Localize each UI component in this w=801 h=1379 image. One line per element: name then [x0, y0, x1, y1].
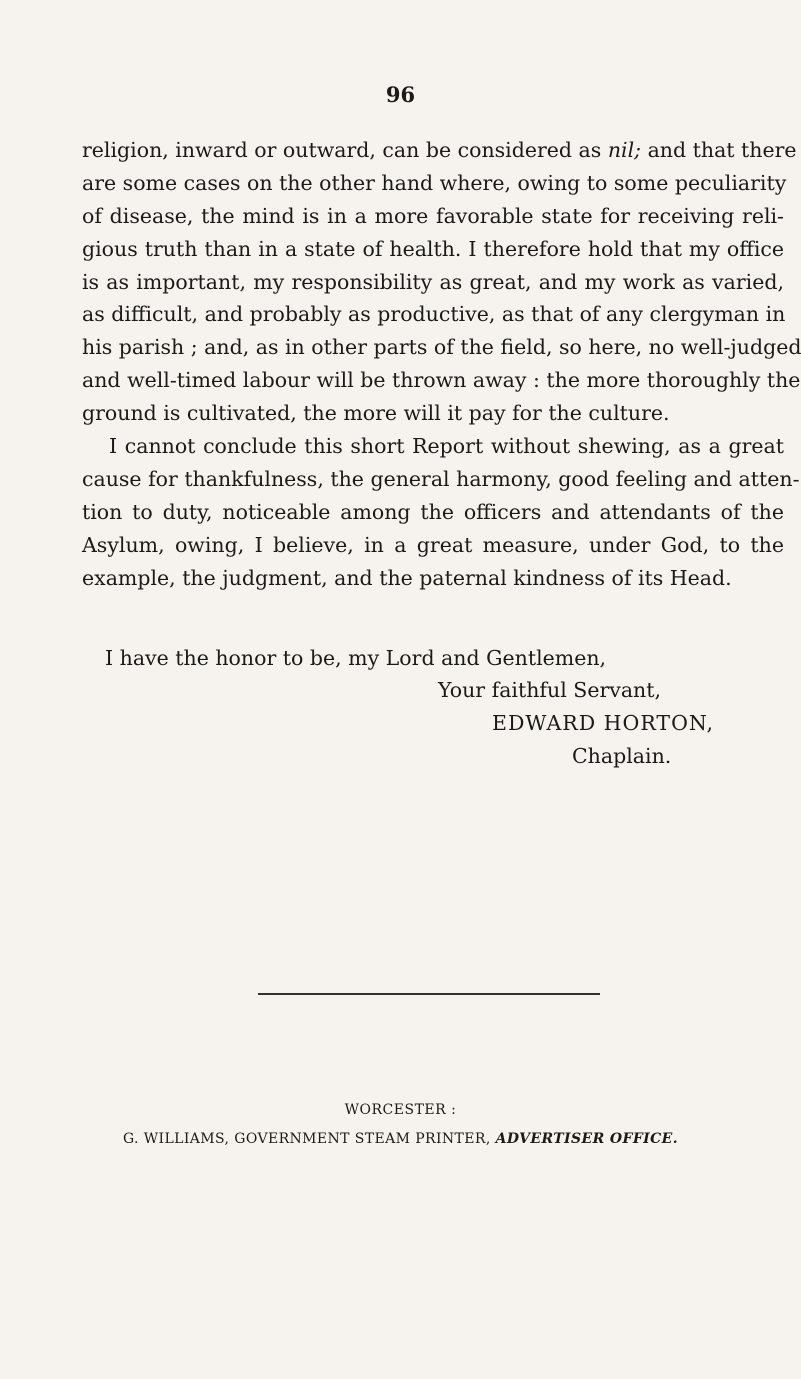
imprint-place: WORCESTER :: [344, 1102, 457, 1118]
text-line: I cannot conclude this short Report without shewing, as a great: [109, 434, 784, 459]
text-line: gious truth than in a state of health. I therefore hold that my office: [82, 236, 784, 261]
salutation: Your faithful Servant,: [438, 678, 662, 702]
text-line: is as important, my responsibility as great, and my work as varied,: [82, 269, 784, 294]
text-line: of disease, the mind is in a more favorable state for receiving reli-: [82, 203, 784, 228]
text-line: ground is cultivated, the more will it pay for the culture.: [82, 401, 670, 426]
text-line: religion, inward or outward, can be considered as nil; and that there: [82, 138, 797, 162]
imprint-office: ADVERTISER OFFICE.: [495, 1131, 679, 1147]
divider-rule: [258, 993, 600, 995]
text-line: tion to duty, noticeable among the officers and attendants of the: [82, 499, 784, 524]
text-line: example, the judgment, and the paternal kindness of its Head.: [82, 565, 732, 590]
signatory-name: EDWARD HORTON,: [492, 711, 715, 735]
emphasis-nil: nil;: [607, 138, 642, 162]
signatory-title: Chaplain.: [572, 744, 672, 768]
page-number: 96: [385, 82, 416, 107]
text-line: and well-timed labour will be thrown away : the more thoroughly the: [82, 368, 801, 393]
text-line: cause for thankfulness, the general harmony, good feeling and atten-: [82, 466, 800, 491]
text-line: his parish ; and, as in other parts of the field, so here, no well-judged: [82, 335, 801, 360]
body-text: [82, 134, 801, 594]
text-line: as difficult, and probably as productive, as that of any clergyman in: [82, 302, 786, 327]
text-line: are some cases on the other hand where, owing to some peculiarity: [82, 170, 787, 195]
closing-line: I have the honor to be, my Lord and Gentlemen,: [105, 646, 607, 670]
text-line: Asylum, owing, I believe, in a great measure, under God, to the: [82, 532, 784, 557]
imprint-printer: G. WILLIAMS, GOVERNMENT STEAM PRINTER, ADVERTISER OFFICE.: [122, 1131, 679, 1147]
